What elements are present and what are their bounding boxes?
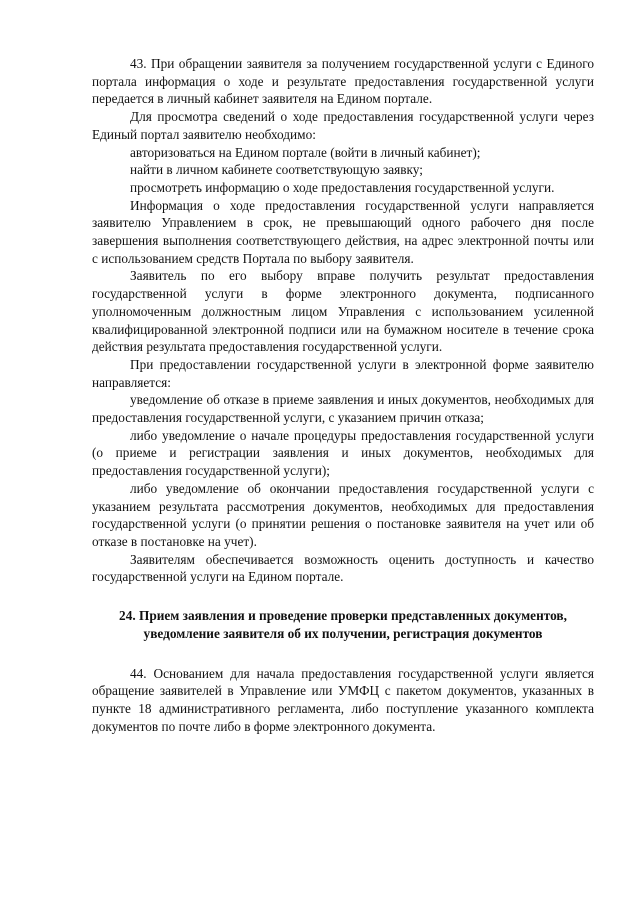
- section-heading-24: 24. Прием заявления и проведение проверки представленных документов, уведомление заявителя об их получении, регистрация документов: [119, 608, 567, 641]
- paragraph-quality-assessment: Заявителям обеспечивается возможность оценить доступность и качество государственной услуги на Едином портале.: [92, 551, 594, 585]
- paragraph-result-choice: Заявитель по его выбору вправе получить результат предоставления государственной услуги в форме электронного документа, подписанного уполномоченным должностным лицом Управления с использованием усиленной квалифицированной электронной подписи или на бумажном носителе в течение срока действия результата предоставления государственной услуги.: [92, 268, 594, 355]
- paragraph-44: 44. Основанием для начала предоставления государственной услуги является обращение заявителей в Управление или УМФЦ с пакетом документов, указанных в пункте 18 административного регламента, либо поступление указанного комплекта документов по почте либо в форме электронного документа.: [92, 665, 594, 734]
- paragraph-step-find: найти в личном кабинете соответствующую заявку;: [130, 162, 423, 178]
- paragraph-start-notice: либо уведомление о начале процедуры предоставления государственной услуги (о приеме и регистрации заявления и иных документов, необходимых для предоставления государственной услуги);: [92, 427, 594, 479]
- paragraph-electronic-form: При предоставлении государственной услуги в электронной форме заявителю направляется:: [92, 356, 594, 390]
- paragraph-view-info: Для просмотра сведений о ходе предоставления государственной услуги через Единый портал заявителю необходимо:: [92, 109, 594, 142]
- paragraph-43: 43. При обращении заявителя за получением государственной услуги с Единого портала информация о ходе и результате предоставления государственной услуги передается в личный кабинет заявителя на Едином портале.: [92, 56, 594, 107]
- paragraph-end-notice: либо уведомление об окончании предоставления государственной услуги с указанием результата рассмотрения документов, необходимых для предоставления государственной услуги (о принятии решения о постановке заявителя на учет или об отказе в постановке на учет).: [92, 480, 594, 549]
- paragraph-refusal-notice: уведомление об отказе в приеме заявления и иных документов, необходимых для предоставления государственной услуги, с указанием причин отказа;: [92, 392, 594, 426]
- paragraph-info-sent: Информация о ходе предоставления государственной услуги направляется заявителю Управлением в срок, не превышающий одного рабочего дня после завершения выполнения соответствующего действия, на адрес электронной почты или с использованием средств Портала по выбору заявителя.: [92, 197, 594, 266]
- paragraph-step-view: просмотреть информацию о ходе предоставления государственной услуги.: [130, 179, 555, 195]
- paragraph-step-authorize: авторизоваться на Едином портале (войти в личный кабинет);: [130, 144, 481, 160]
